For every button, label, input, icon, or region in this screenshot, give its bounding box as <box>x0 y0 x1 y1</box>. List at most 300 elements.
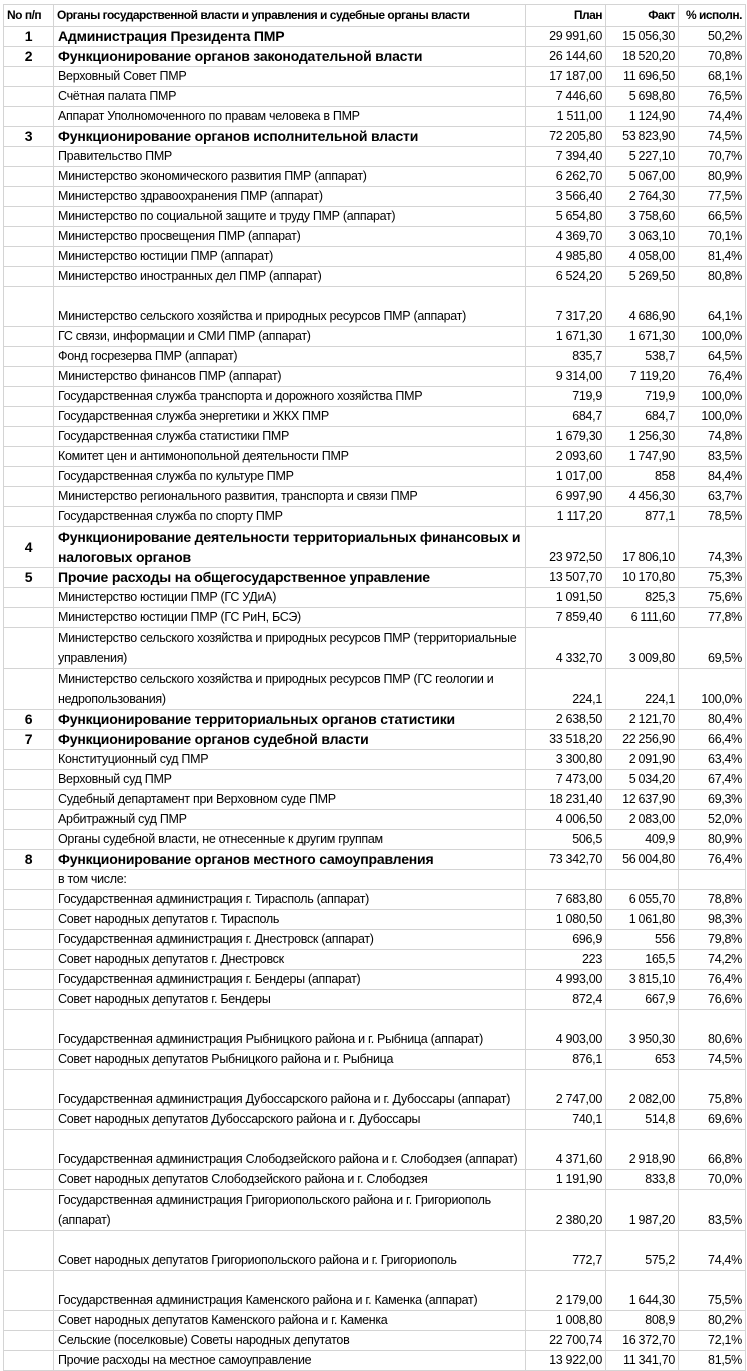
fact-cell: 5 034,20 <box>606 770 679 790</box>
row-number-cell <box>4 387 54 407</box>
header-plan: План <box>526 5 606 27</box>
organization-cell: Министерство иностранных дел ПМР (аппарат) <box>54 267 526 287</box>
percent-cell: 69,3% <box>679 790 746 810</box>
table-row <box>4 910 746 930</box>
organization-cell: Совет народных депутатов Рыбницкого района и г. Рыбница <box>54 1050 526 1070</box>
fact-cell: 53 823,90 <box>606 127 679 147</box>
plan-cell: 13 922,00 <box>526 1351 606 1371</box>
plan-cell: 7 683,80 <box>526 890 606 910</box>
percent-cell: 80,8% <box>679 267 746 287</box>
percent-cell: 66,8% <box>679 1130 746 1170</box>
fact-cell: 825,3 <box>606 588 679 608</box>
section-row <box>4 127 746 147</box>
table-row <box>4 207 746 227</box>
table-row <box>4 990 746 1010</box>
table-row <box>4 507 746 527</box>
percent-cell: 83,5% <box>679 1190 746 1231</box>
table-row <box>4 1070 746 1110</box>
organization-cell: Министерство юстиции ПМР (ГС РиН, БСЭ) <box>54 608 526 628</box>
table-row <box>4 387 746 407</box>
plan-cell: 3 566,40 <box>526 187 606 207</box>
fact-cell: 17 806,10 <box>606 527 679 568</box>
fact-cell: 2 918,90 <box>606 1130 679 1170</box>
plan-cell: 224,1 <box>526 669 606 710</box>
organization-cell: Совет народных депутатов г. Тирасполь <box>54 910 526 930</box>
fact-cell: 514,8 <box>606 1110 679 1130</box>
row-number-cell <box>4 1331 54 1351</box>
plan-cell: 22 700,74 <box>526 1331 606 1351</box>
plan-cell: 1 191,90 <box>526 1170 606 1190</box>
header-number: No п/п <box>4 5 54 27</box>
row-number-cell <box>4 1050 54 1070</box>
percent-cell: 100,0% <box>679 669 746 710</box>
plan-cell: 17 187,00 <box>526 67 606 87</box>
row-number-cell <box>4 790 54 810</box>
organization-cell: Сельские (поселковые) Советы народных депутатов <box>54 1331 526 1351</box>
table-row <box>4 347 746 367</box>
row-number-cell <box>4 930 54 950</box>
fact-cell: 5 698,80 <box>606 87 679 107</box>
budget-table-sheet <box>3 4 746 1371</box>
fact-cell: 3 815,10 <box>606 970 679 990</box>
fact-cell: 858 <box>606 467 679 487</box>
percent-cell: 66,4% <box>679 730 746 750</box>
plan-cell: 1 671,30 <box>526 327 606 347</box>
percent-cell: 74,4% <box>679 107 746 127</box>
plan-cell: 4 332,70 <box>526 628 606 669</box>
plan-cell: 506,5 <box>526 830 606 850</box>
organization-cell: Государственная служба энергетики и ЖКХ ПМР <box>54 407 526 427</box>
fact-cell: 1 987,20 <box>606 1190 679 1231</box>
plan-cell: 23 972,50 <box>526 527 606 568</box>
plan-cell: 1 008,80 <box>526 1311 606 1331</box>
row-number-cell <box>4 750 54 770</box>
row-number-cell <box>4 810 54 830</box>
percent-cell: 100,0% <box>679 407 746 427</box>
table-row <box>4 669 746 710</box>
fact-cell: 10 170,80 <box>606 568 679 588</box>
fact-cell: 5 269,50 <box>606 267 679 287</box>
percent-cell: 72,1% <box>679 1331 746 1351</box>
plan-cell: 223 <box>526 950 606 970</box>
row-number-cell <box>4 347 54 367</box>
plan-cell: 18 231,40 <box>526 790 606 810</box>
plan-cell: 876,1 <box>526 1050 606 1070</box>
plan-cell: 1 080,50 <box>526 910 606 930</box>
plan-cell: 684,7 <box>526 407 606 427</box>
table-row <box>4 87 746 107</box>
table-row <box>4 167 746 187</box>
fact-cell: 1 124,90 <box>606 107 679 127</box>
fact-cell: 3 758,60 <box>606 207 679 227</box>
percent-cell: 63,7% <box>679 487 746 507</box>
organization-cell: Государственная служба транспорта и дорожного хозяйства ПМР <box>54 387 526 407</box>
percent-cell: 78,5% <box>679 507 746 527</box>
percent-cell: 74,4% <box>679 1231 746 1271</box>
table-row <box>4 107 746 127</box>
organization-cell: Функционирование органов местного самоуправления <box>54 850 526 870</box>
row-number-cell <box>4 870 54 890</box>
row-number-cell <box>4 87 54 107</box>
fact-cell: 1 061,80 <box>606 910 679 930</box>
row-number-cell <box>4 950 54 970</box>
organization-cell: Органы судебной власти, не отнесенные к другим группам <box>54 830 526 850</box>
percent-cell: 76,4% <box>679 970 746 990</box>
table-row <box>4 970 746 990</box>
percent-cell: 52,0% <box>679 810 746 830</box>
table-row <box>4 750 746 770</box>
percent-cell: 83,5% <box>679 447 746 467</box>
organization-cell: Прочие расходы на общегосударственное управление <box>54 568 526 588</box>
row-number-cell <box>4 487 54 507</box>
row-number-cell <box>4 608 54 628</box>
plan-cell: 7 859,40 <box>526 608 606 628</box>
table-row <box>4 1331 746 1351</box>
plan-cell: 740,1 <box>526 1110 606 1130</box>
table-row <box>4 187 746 207</box>
fact-cell: 22 256,90 <box>606 730 679 750</box>
percent-cell: 77,5% <box>679 187 746 207</box>
table-row <box>4 367 746 387</box>
organization-cell: Верховный суд ПМР <box>54 770 526 790</box>
plan-cell: 72 205,80 <box>526 127 606 147</box>
fact-cell: 4 456,30 <box>606 487 679 507</box>
organization-cell: Министерство экономического развития ПМР (аппарат) <box>54 167 526 187</box>
plan-cell: 7 317,20 <box>526 287 606 327</box>
percent-cell: 80,6% <box>679 1010 746 1050</box>
row-number-cell <box>4 207 54 227</box>
fact-cell: 5 227,10 <box>606 147 679 167</box>
percent-cell: 74,8% <box>679 427 746 447</box>
percent-cell: 77,8% <box>679 608 746 628</box>
section-row <box>4 27 746 47</box>
plan-cell: 2 093,60 <box>526 447 606 467</box>
percent-cell: 81,4% <box>679 247 746 267</box>
fact-cell: 2 091,90 <box>606 750 679 770</box>
row-number-cell <box>4 628 54 669</box>
row-number-cell: 6 <box>4 710 54 730</box>
row-number-cell <box>4 1271 54 1311</box>
row-number-cell <box>4 147 54 167</box>
fact-cell: 5 067,00 <box>606 167 679 187</box>
header-organization: Органы государственной власти и управления и судебные органы власти <box>54 5 526 27</box>
percent-cell: 64,5% <box>679 347 746 367</box>
row-number-cell <box>4 1231 54 1271</box>
percent-cell: 70,1% <box>679 227 746 247</box>
table-row <box>4 1050 746 1070</box>
row-number-cell <box>4 1311 54 1331</box>
plan-cell: 2 380,20 <box>526 1190 606 1231</box>
organization-cell: Конституционный суд ПМР <box>54 750 526 770</box>
fact-cell: 224,1 <box>606 669 679 710</box>
plan-cell: 4 903,00 <box>526 1010 606 1050</box>
plan-cell: 4 985,80 <box>526 247 606 267</box>
table-row <box>4 287 746 327</box>
table-row <box>4 770 746 790</box>
organization-cell: Администрация Президента ПМР <box>54 27 526 47</box>
section-row <box>4 730 746 750</box>
table-row <box>4 227 746 247</box>
row-number-cell <box>4 1130 54 1170</box>
row-number-cell: 3 <box>4 127 54 147</box>
fact-cell: 18 520,20 <box>606 47 679 67</box>
plan-cell: 1 679,30 <box>526 427 606 447</box>
section-row <box>4 568 746 588</box>
table-row <box>4 1110 746 1130</box>
percent-cell: 98,3% <box>679 910 746 930</box>
fact-cell: 6 055,70 <box>606 890 679 910</box>
plan-cell: 26 144,60 <box>526 47 606 67</box>
percent-cell: 79,8% <box>679 930 746 950</box>
row-number-cell <box>4 227 54 247</box>
fact-cell: 684,7 <box>606 407 679 427</box>
row-number-cell <box>4 247 54 267</box>
percent-cell: 74,3% <box>679 527 746 568</box>
plan-cell: 6 524,20 <box>526 267 606 287</box>
row-number-cell <box>4 287 54 327</box>
organization-cell: Прочие расходы на местное самоуправление <box>54 1351 526 1371</box>
row-number-cell <box>4 367 54 387</box>
table-row <box>4 870 746 890</box>
organization-cell: Совет народных депутатов Дубоссарского района и г. Дубоссары <box>54 1110 526 1130</box>
organization-cell: Счётная палата ПМР <box>54 87 526 107</box>
percent-cell: 80,9% <box>679 167 746 187</box>
organization-cell: Министерство юстиции ПМР (аппарат) <box>54 247 526 267</box>
row-number-cell <box>4 447 54 467</box>
table-row <box>4 790 746 810</box>
percent-cell: 100,0% <box>679 387 746 407</box>
row-number-cell <box>4 669 54 710</box>
percent-cell: 76,4% <box>679 850 746 870</box>
plan-cell: 73 342,70 <box>526 850 606 870</box>
organization-cell: Арбитражный суд ПМР <box>54 810 526 830</box>
plan-cell: 6 262,70 <box>526 167 606 187</box>
row-number-cell <box>4 990 54 1010</box>
organization-cell: Функционирование органов судебной власти <box>54 730 526 750</box>
organization-cell: Государственная администрация Рыбницкого района и г. Рыбница (аппарат) <box>54 1010 526 1050</box>
section-row <box>4 47 746 67</box>
fact-cell: 12 637,90 <box>606 790 679 810</box>
table-row <box>4 950 746 970</box>
row-number-cell: 1 <box>4 27 54 47</box>
fact-cell: 1 671,30 <box>606 327 679 347</box>
header-fact: Факт <box>606 5 679 27</box>
table-row <box>4 247 746 267</box>
table-row <box>4 467 746 487</box>
plan-cell: 835,7 <box>526 347 606 367</box>
row-number-cell <box>4 588 54 608</box>
row-number-cell <box>4 910 54 930</box>
percent-cell: 70,0% <box>679 1170 746 1190</box>
organization-cell: Функционирование деятельности территориальных финансовых и налоговых органов <box>54 527 526 568</box>
percent-cell: 100,0% <box>679 327 746 347</box>
organization-cell: Комитет цен и антимонопольной деятельности ПМР <box>54 447 526 467</box>
plan-cell: 7 394,40 <box>526 147 606 167</box>
plan-cell: 13 507,70 <box>526 568 606 588</box>
plan-cell: 4 371,60 <box>526 1130 606 1170</box>
organization-cell: Министерство юстиции ПМР (ГС УДиА) <box>54 588 526 608</box>
row-number-cell <box>4 427 54 447</box>
fact-cell: 3 009,80 <box>606 628 679 669</box>
plan-cell: 6 997,90 <box>526 487 606 507</box>
percent-cell: 81,5% <box>679 1351 746 1371</box>
percent-cell: 74,5% <box>679 127 746 147</box>
plan-cell: 1 017,00 <box>526 467 606 487</box>
fact-cell: 4 058,00 <box>606 247 679 267</box>
organization-cell: Верховный Совет ПМР <box>54 67 526 87</box>
fact-cell: 15 056,30 <box>606 27 679 47</box>
fact-cell: 3 950,30 <box>606 1010 679 1050</box>
organization-cell: Государственная администрация Дубоссарского района и г. Дубоссары (аппарат) <box>54 1070 526 1110</box>
percent-cell: 66,5% <box>679 207 746 227</box>
row-number-cell <box>4 1190 54 1231</box>
row-number-cell <box>4 830 54 850</box>
budget-execution-table <box>3 4 746 1371</box>
plan-cell: 872,4 <box>526 990 606 1010</box>
table-row <box>4 267 746 287</box>
organization-cell: Государственная администрация г. Бендеры (аппарат) <box>54 970 526 990</box>
organization-cell: Министерство здравоохранения ПМР (аппарат) <box>54 187 526 207</box>
fact-cell: 165,5 <box>606 950 679 970</box>
section-row <box>4 527 746 568</box>
organization-cell: Аппарат Уполномоченного по правам человека в ПМР <box>54 107 526 127</box>
table-row <box>4 147 746 167</box>
organization-cell: Функционирование органов исполнительной власти <box>54 127 526 147</box>
table-row <box>4 810 746 830</box>
fact-cell: 3 063,10 <box>606 227 679 247</box>
table-row <box>4 628 746 669</box>
row-number-cell <box>4 67 54 87</box>
organization-cell: Министерство финансов ПМР (аппарат) <box>54 367 526 387</box>
percent-cell: 69,6% <box>679 1110 746 1130</box>
table-row <box>4 407 746 427</box>
row-number-cell <box>4 1010 54 1050</box>
plan-cell: 772,7 <box>526 1231 606 1271</box>
organization-cell: Правительство ПМР <box>54 147 526 167</box>
fact-cell: 16 372,70 <box>606 1331 679 1351</box>
row-number-cell <box>4 1170 54 1190</box>
percent-cell: 75,3% <box>679 568 746 588</box>
row-number-cell <box>4 770 54 790</box>
plan-cell: 29 991,60 <box>526 27 606 47</box>
fact-cell: 1 256,30 <box>606 427 679 447</box>
row-number-cell <box>4 267 54 287</box>
plan-cell <box>526 870 606 890</box>
plan-cell: 2 638,50 <box>526 710 606 730</box>
table-header-row <box>4 5 746 27</box>
organization-cell: Функционирование территориальных органов статистики <box>54 710 526 730</box>
row-number-cell: 2 <box>4 47 54 67</box>
fact-cell: 6 111,60 <box>606 608 679 628</box>
row-number-cell: 5 <box>4 568 54 588</box>
organization-cell: Совет народных депутатов Каменского района и г. Каменка <box>54 1311 526 1331</box>
fact-cell: 556 <box>606 930 679 950</box>
fact-cell: 2 083,00 <box>606 810 679 830</box>
header-percent: % исполн. <box>679 5 746 27</box>
table-row <box>4 890 746 910</box>
percent-cell: 75,6% <box>679 588 746 608</box>
row-number-cell <box>4 1070 54 1110</box>
organization-cell: Совет народных депутатов г. Днестровск <box>54 950 526 970</box>
fact-cell: 575,2 <box>606 1231 679 1271</box>
row-number-cell <box>4 187 54 207</box>
table-row <box>4 930 746 950</box>
organization-cell: Государственная администрация г. Днестровск (аппарат) <box>54 930 526 950</box>
fact-cell <box>606 870 679 890</box>
organization-cell: Государственная администрация Григориопольского района и г. Григориополь (аппарат) <box>54 1190 526 1231</box>
fact-cell: 808,9 <box>606 1311 679 1331</box>
row-number-cell: 4 <box>4 527 54 568</box>
row-number-cell <box>4 1110 54 1130</box>
percent-cell: 80,9% <box>679 830 746 850</box>
organization-cell: Фонд госрезерва ПМР (аппарат) <box>54 347 526 367</box>
plan-cell: 1 091,50 <box>526 588 606 608</box>
row-number-cell <box>4 467 54 487</box>
fact-cell: 833,8 <box>606 1170 679 1190</box>
table-row <box>4 427 746 447</box>
row-number-cell: 8 <box>4 850 54 870</box>
percent-cell: 78,8% <box>679 890 746 910</box>
plan-cell: 5 654,80 <box>526 207 606 227</box>
table-row <box>4 1271 746 1311</box>
table-body <box>4 27 746 1371</box>
fact-cell: 56 004,80 <box>606 850 679 870</box>
organization-cell: Государственная администрация г. Тирасполь (аппарат) <box>54 890 526 910</box>
percent-cell: 84,4% <box>679 467 746 487</box>
plan-cell: 1 511,00 <box>526 107 606 127</box>
organization-cell: Министерство сельского хозяйства и природных ресурсов ПМР (ГС геологии и недропользования) <box>54 669 526 710</box>
percent-cell <box>679 870 746 890</box>
organization-cell: Государственная администрация Слободзейского района и г. Слободзея (аппарат) <box>54 1130 526 1170</box>
plan-cell: 7 446,60 <box>526 87 606 107</box>
table-row <box>4 67 746 87</box>
section-row <box>4 850 746 870</box>
organization-cell: Министерство по социальной защите и труду ПМР (аппарат) <box>54 207 526 227</box>
organization-cell: ГС связи, информации и СМИ ПМР (аппарат) <box>54 327 526 347</box>
row-number-cell: 7 <box>4 730 54 750</box>
table-row <box>4 1231 746 1271</box>
table-row <box>4 1130 746 1170</box>
fact-cell: 538,7 <box>606 347 679 367</box>
fact-cell: 2 082,00 <box>606 1070 679 1110</box>
plan-cell: 9 314,00 <box>526 367 606 387</box>
organization-cell: Совет народных депутатов Григориопольского района и г. Григориополь <box>54 1231 526 1271</box>
percent-cell: 50,2% <box>679 27 746 47</box>
plan-cell: 33 518,20 <box>526 730 606 750</box>
table-row <box>4 588 746 608</box>
percent-cell: 75,5% <box>679 1271 746 1311</box>
fact-cell: 719,9 <box>606 387 679 407</box>
plan-cell: 719,9 <box>526 387 606 407</box>
organization-cell: Государственная администрация Каменского района и г. Каменка (аппарат) <box>54 1271 526 1311</box>
section-row <box>4 710 746 730</box>
fact-cell: 4 686,90 <box>606 287 679 327</box>
fact-cell: 877,1 <box>606 507 679 527</box>
table-row <box>4 487 746 507</box>
percent-cell: 80,2% <box>679 1311 746 1331</box>
percent-cell: 75,8% <box>679 1070 746 1110</box>
fact-cell: 653 <box>606 1050 679 1070</box>
organization-cell: Совет народных депутатов Слободзейского района и г. Слободзея <box>54 1170 526 1190</box>
plan-cell: 4 369,70 <box>526 227 606 247</box>
table-row <box>4 1190 746 1231</box>
percent-cell: 80,4% <box>679 710 746 730</box>
organization-cell: Совет народных депутатов г. Бендеры <box>54 990 526 1010</box>
fact-cell: 2 121,70 <box>606 710 679 730</box>
percent-cell: 76,5% <box>679 87 746 107</box>
table-row <box>4 608 746 628</box>
row-number-cell <box>4 507 54 527</box>
